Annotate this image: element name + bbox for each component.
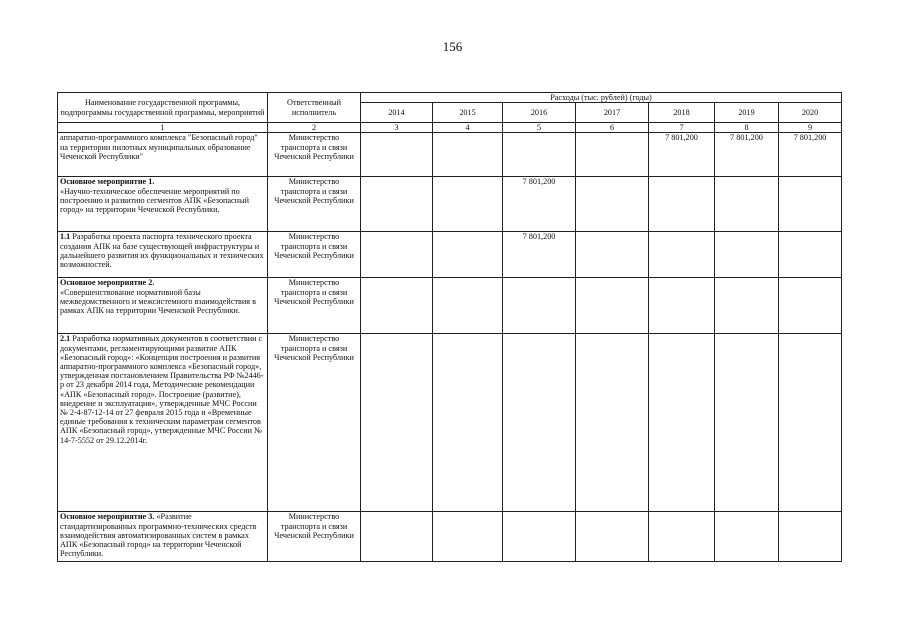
table-row (58, 177, 842, 232)
expense-value-cell: 7 801,200 (779, 133, 842, 177)
expense-value-cell (503, 278, 576, 334)
column-number: 4 (433, 123, 503, 133)
activity-description: «Научно-техническое обеспечение мероприятий по построению и развитию сегментов АПК «Безопасный город» на территории Чеченской Республики. (60, 186, 249, 215)
activity-name-cell (58, 133, 268, 177)
expense-value-cell (779, 334, 842, 512)
header-year: 2017 (576, 103, 649, 123)
column-number: 7 (649, 123, 715, 133)
activity-name-cell (58, 177, 268, 232)
expense-value-cell (361, 232, 433, 278)
activity-name-cell (58, 512, 268, 562)
executor-cell: Министерство транспорта и связи Чеченской Республики (268, 232, 361, 278)
column-number: 9 (779, 123, 842, 133)
expense-value-cell (576, 133, 649, 177)
table-row (58, 512, 842, 562)
expense-value-cell (433, 133, 503, 177)
expense-value-cell (715, 232, 779, 278)
header-year: 2015 (433, 103, 503, 123)
table-row (58, 232, 842, 278)
expense-value-cell (576, 177, 649, 232)
expense-value-cell (779, 512, 842, 562)
expense-value-cell: 7 801,200 (715, 133, 779, 177)
expense-value-cell (361, 334, 433, 512)
activity-heading: 2.1 (60, 334, 71, 344)
header-expenses: Расходы (тыс. рублей) (годы) (361, 93, 842, 103)
expense-value-cell (779, 278, 842, 334)
expense-value-cell (576, 512, 649, 562)
header-year: 2019 (715, 103, 779, 123)
activity-heading: Основное мероприятие 2. (60, 278, 155, 288)
header-name: Наименование государственной программы, подпрограммы государственной программы, мероприятий (58, 93, 268, 123)
expense-value-cell (779, 232, 842, 278)
expense-value-cell: 7 801,200 (503, 177, 576, 232)
table-row (58, 133, 842, 177)
expense-value-cell (361, 512, 433, 562)
activity-heading: Основное мероприятие 3. (60, 512, 155, 522)
column-number: 1 (58, 123, 268, 133)
column-number: 8 (715, 123, 779, 133)
expense-value-cell (433, 512, 503, 562)
column-number: 6 (576, 123, 649, 133)
page-number: 156 (442, 39, 463, 54)
executor-cell: Министерство транспорта и связи Чеченской Республики (268, 177, 361, 232)
expense-value-cell (433, 177, 503, 232)
expense-value-cell (433, 278, 503, 334)
budget-table (57, 92, 842, 562)
column-number: 2 (268, 123, 361, 133)
activity-description: Разработка проекта паспорта технического проекта создания АПК на базе существующей инфраструктуры и дальнейшего развития их функциональных и технических возможностей. (60, 232, 264, 270)
column-number: 5 (503, 123, 576, 133)
executor-cell: Министерство транспорта и связи Чеченской Республики (268, 133, 361, 177)
expense-value-cell (433, 334, 503, 512)
expense-value-cell (361, 177, 433, 232)
expense-value-cell (715, 177, 779, 232)
header-executor: Ответственный исполнитель (268, 93, 361, 123)
expense-value-cell (576, 334, 649, 512)
expense-value-cell (576, 278, 649, 334)
expense-value-cell (715, 334, 779, 512)
expense-value-cell: 7 801,200 (649, 133, 715, 177)
activity-heading: Основное мероприятие 1. (60, 177, 155, 187)
executor-cell: Министерство транспорта и связи Чеченской Республики (268, 512, 361, 562)
activity-name-cell (58, 278, 268, 334)
table-row (58, 278, 842, 334)
expense-value-cell (649, 232, 715, 278)
activity-description: «Развитие стандартизированных программно-технических средств взаимодействия автоматизированных систем в рамках АПК «Безопасный город» на территории Чеченской Республики. (60, 512, 257, 559)
expense-value-cell (361, 133, 433, 177)
header-year: 2014 (361, 103, 433, 123)
expense-value-cell (649, 278, 715, 334)
expense-value-cell (503, 133, 576, 177)
column-number: 3 (361, 123, 433, 133)
activity-description: Разработка нормативных документов в соответствии с документами, регламентирующими развитие АПК «Безопасный город»: «Концепция построения и развития аппаратно-программного комплекса «Безопасный город», утвержденная постановлением Правительства РФ №2446-р от 23 декабря 2014 года, Методические рекомендации «АПК «Безопасный город». Построение (развитие), внедрение и эксплуатация», утвержденные МЧС России № 2-4-87-12-14 от 27 февраля 2015 года и «Временные единые требования к техническим параметрам сегментов АПК «Безопасный город», утвержденные МЧС России № 14-7-5552 от 29.12.2014г. (60, 334, 264, 445)
activity-description: «Совершенствование нормативной базы межведомственного и межсистемного взаимодействия в рамках АПК на территории Чеченской Республики. (60, 287, 256, 316)
activity-description: аппаратно-программного комплекса "Безопасный город" на территории пилотных муниципальных образование Чеченской Республики" (60, 133, 258, 161)
header-year: 2016 (503, 103, 576, 123)
expense-value-cell (361, 278, 433, 334)
expense-value-cell (779, 177, 842, 232)
expense-value-cell (433, 232, 503, 278)
expense-value-cell (649, 334, 715, 512)
expense-value-cell (649, 512, 715, 562)
executor-cell: Министерство транспорта и связи Чеченской Республики (268, 334, 361, 512)
executor-cell: Министерство транспорта и связи Чеченской Республики (268, 278, 361, 334)
expense-value-cell: 7 801,200 (503, 232, 576, 278)
expense-value-cell (715, 512, 779, 562)
expense-value-cell (715, 278, 779, 334)
header-year: 2020 (779, 103, 842, 123)
column-number-row (58, 123, 842, 133)
expense-value-cell (503, 512, 576, 562)
expense-value-cell (576, 232, 649, 278)
expense-value-cell (503, 334, 576, 512)
expense-value-cell (649, 177, 715, 232)
activity-name-cell (58, 334, 268, 512)
header-year: 2018 (649, 103, 715, 123)
table-row (58, 334, 842, 512)
activity-name-cell (58, 232, 268, 278)
activity-heading: 1.1 (60, 232, 71, 242)
